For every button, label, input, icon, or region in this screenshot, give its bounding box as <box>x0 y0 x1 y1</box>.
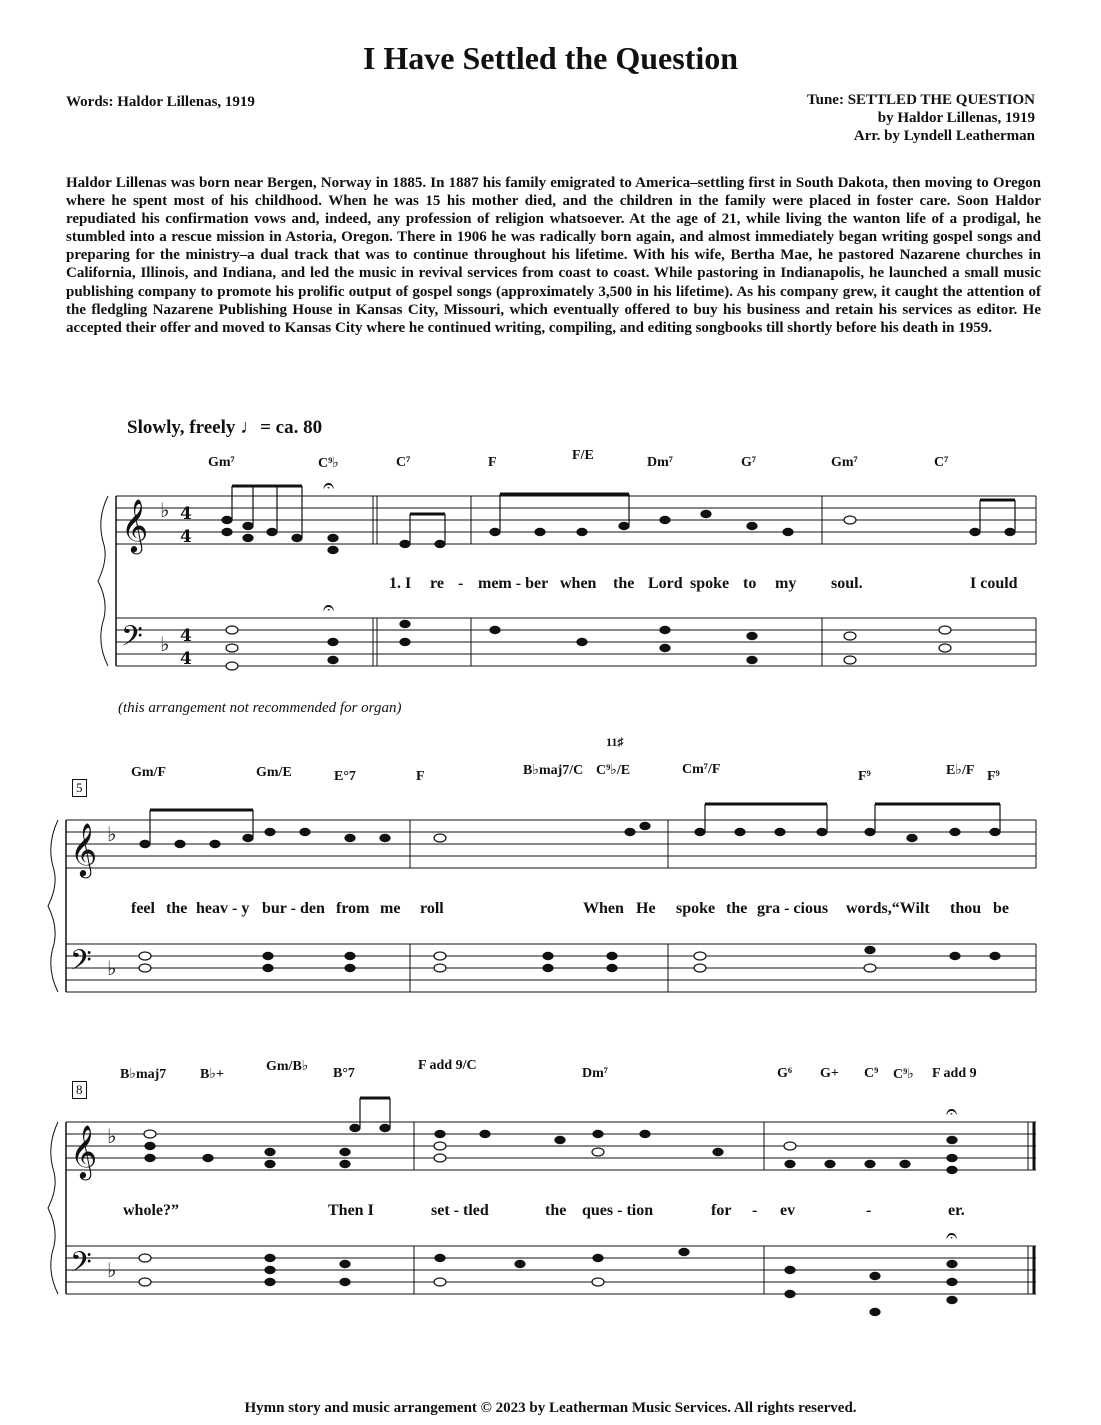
chord-symbol: Gm/F <box>131 765 166 780</box>
chord-symbol: C⁹ <box>864 1066 879 1081</box>
lyric-syllable: be <box>993 900 1009 917</box>
bass-clef-icon: 𝄢 <box>121 620 143 660</box>
lyric-syllable: from <box>336 900 370 917</box>
chord-symbol: E♭/F <box>946 763 975 778</box>
svg-text:4: 4 <box>180 649 192 669</box>
chord-symbol: Gm/B♭ <box>266 1059 309 1074</box>
chord-symbol: F add 9 <box>932 1066 977 1081</box>
arranger-credit: Arr. by Lyndell Leatherman <box>853 128 1035 144</box>
svg-text:𝄢: 𝄢 <box>70 1246 92 1286</box>
lyric-syllable: 1. I <box>389 575 412 592</box>
copyright-footer: Hymn story and music arrangement © 2023 by Leatherman Music Services. All rights reserved. <box>244 1400 857 1416</box>
chord-symbol: Gm⁷ <box>208 455 235 470</box>
chord-symbol: F <box>416 769 425 784</box>
lyric-syllable: whole?” <box>123 1202 179 1219</box>
svg-text:𝄐: 𝄐 <box>946 1223 958 1247</box>
chord-symbol: C⁷ <box>934 455 949 470</box>
lyric-syllable: roll <box>420 900 444 917</box>
chord-symbol: E°7 <box>334 769 356 784</box>
chord-symbol: F/E <box>572 448 594 463</box>
measure-number: 5 <box>72 779 87 797</box>
system-3-treble-staff <box>66 1122 1036 1170</box>
lyric-syllable: heav - y <box>196 900 250 917</box>
lyric-syllable: the <box>726 900 748 917</box>
chord-symbol: Gm/E <box>256 765 292 780</box>
chord-symbol: B♭maj7 <box>120 1067 167 1082</box>
chord-symbol: Dm⁷ <box>647 455 673 470</box>
chord-symbol: G⁶ <box>777 1066 793 1081</box>
svg-text:♭: ♭ <box>160 498 170 522</box>
svg-text:𝄢: 𝄢 <box>70 944 92 984</box>
lyric-syllable: my <box>775 575 797 592</box>
svg-text:♭: ♭ <box>107 822 117 846</box>
lyric-syllable: soul. <box>831 575 863 592</box>
chord-symbol: G⁷ <box>741 455 757 470</box>
lyric-syllable: set - tled <box>431 1202 489 1219</box>
hymn-story: Haldor Lillenas was born near Bergen, Norway in 1885. In 1887 his family emigrated to America–settling first in South Dakota, then moving to Oregon where he spent most of his childhood. When he was 15 his mother died, and the children in the family were placed in foster care. Soon Haldor repudiated his confirmation vows and, indeed, any profession of religion whatsoever. At the age of 21, while living the wanton life of a prodigal, he stumbled into a rescue mission in Astoria, Oregon. There in 1906 he was radically born again, and almost immediately began writing gospel songs and preparing for the ministry–a dual track that was to continue throughout his lifetime. With his wife, Bertha Mae, he pastored Nazarene churches in California, Illinois, and Indiana, and led the music in revival services from coast to coast. While pastoring in Indianapolis, he launched a small music publishing company to promote his prolific output of gospel songs (approximately 3,500 in his lifetime). As his company grew, it caught the attention of the fledgling Nazarene Publishing House in Kansas City, Missouri, which eventually offered to buy his business and retain his services as editor. He accepted their offer and moved to Kansas City where he continued writing, compiling, and editing songbooks till shortly before his death in 1959. <box>66 175 1041 336</box>
chord-symbol: F⁹ <box>987 769 1000 784</box>
chord-symbol: F <box>488 455 497 470</box>
svg-text:𝄞: 𝄞 <box>70 1124 98 1178</box>
lyric-syllable: - <box>458 575 464 592</box>
treble-clef-icon: 𝄞 <box>121 498 149 552</box>
lyric-syllable: me <box>380 900 401 917</box>
quarter-note-icon: ♩ <box>240 416 261 438</box>
tempo-label: Slowly, freely <box>127 417 236 438</box>
composer-credit: by Haldor Lillenas, 1919 <box>877 110 1035 126</box>
chord-symbol: Gm⁷ <box>831 455 858 470</box>
system-1-treble-staff <box>116 496 1036 544</box>
chord-symbol: F⁹ <box>858 769 871 784</box>
lyric-syllable: the <box>166 900 188 917</box>
lyric-syllable: bur - den <box>262 900 325 917</box>
lyric-syllable: thou <box>950 900 982 917</box>
lyric-syllable: spoke <box>676 900 716 917</box>
lyric-syllable: words,“Wilt <box>846 900 930 917</box>
svg-text:4: 4 <box>180 626 192 646</box>
chord-symbol: C⁷ <box>396 455 411 470</box>
chord-symbol: C⁹♭ <box>318 456 339 471</box>
lyric-syllable: er. <box>948 1202 965 1219</box>
tempo-value: = ca. 80 <box>260 417 323 438</box>
measure-number: 8 <box>72 1081 87 1099</box>
system-1-bass-staff <box>116 618 1036 666</box>
system-3-bass-staff <box>66 1246 1036 1294</box>
svg-text:𝄐: 𝄐 <box>946 1099 958 1123</box>
lyric-syllable: He <box>636 900 656 917</box>
lyric-syllable: Then I <box>328 1202 374 1219</box>
lyric-syllable: mem - ber <box>478 575 549 592</box>
lyric-syllable: ev <box>780 1202 796 1219</box>
chord-symbol: C⁹♭ <box>893 1067 914 1082</box>
tune-name: Tune: SETTLED THE QUESTION <box>806 92 1035 108</box>
lyric-syllable: feel <box>131 900 155 917</box>
chord-symbol: B♭+ <box>200 1067 224 1082</box>
svg-text:♭: ♭ <box>107 1258 117 1282</box>
lyric-syllable: the <box>613 575 635 592</box>
lyric-syllable: re <box>430 575 444 592</box>
svg-text:4: 4 <box>180 527 192 547</box>
lyric-syllable: ques - tion <box>582 1202 654 1219</box>
lyric-syllable: when <box>560 575 597 592</box>
organ-remark: (this arrangement not recommended for organ) <box>118 700 402 716</box>
lyric-syllable: spoke <box>690 575 730 592</box>
fermata-icon: 𝄐 <box>323 473 335 497</box>
lyric-syllable: When <box>583 900 624 917</box>
chord-extension: 11♯ <box>606 735 624 749</box>
svg-text:♭: ♭ <box>107 956 117 980</box>
chord-symbol: C⁹♭/E <box>596 763 631 778</box>
svg-text:𝄐: 𝄐 <box>323 595 335 619</box>
lyric-syllable: - <box>866 1202 872 1219</box>
lyric-syllable: I could <box>970 575 1018 592</box>
lyric-syllable: the <box>545 1202 567 1219</box>
lyric-syllable: gra - cious <box>757 900 829 917</box>
svg-text:♭: ♭ <box>107 1124 117 1148</box>
lyric-syllable: for <box>711 1202 732 1219</box>
svg-text:♭: ♭ <box>160 632 170 656</box>
chord-symbol: B♭maj7/C <box>523 763 584 778</box>
svg-text:4: 4 <box>180 504 192 524</box>
chord-symbol: Cm⁷/F <box>682 762 721 777</box>
lyric-syllable: to <box>743 575 757 592</box>
lyric-syllable: - <box>752 1202 758 1219</box>
chord-symbol: G+ <box>820 1066 839 1081</box>
song-title: I Have Settled the Question <box>362 40 739 76</box>
chord-symbol: B°7 <box>333 1066 355 1081</box>
svg-text:𝄞: 𝄞 <box>70 822 98 876</box>
words-credit: Words: Haldor Lillenas, 1919 <box>66 94 255 110</box>
lyric-syllable: Lord <box>648 575 683 592</box>
chord-symbol: F add 9/C <box>418 1058 477 1073</box>
chord-symbol: Dm⁷ <box>582 1066 608 1081</box>
